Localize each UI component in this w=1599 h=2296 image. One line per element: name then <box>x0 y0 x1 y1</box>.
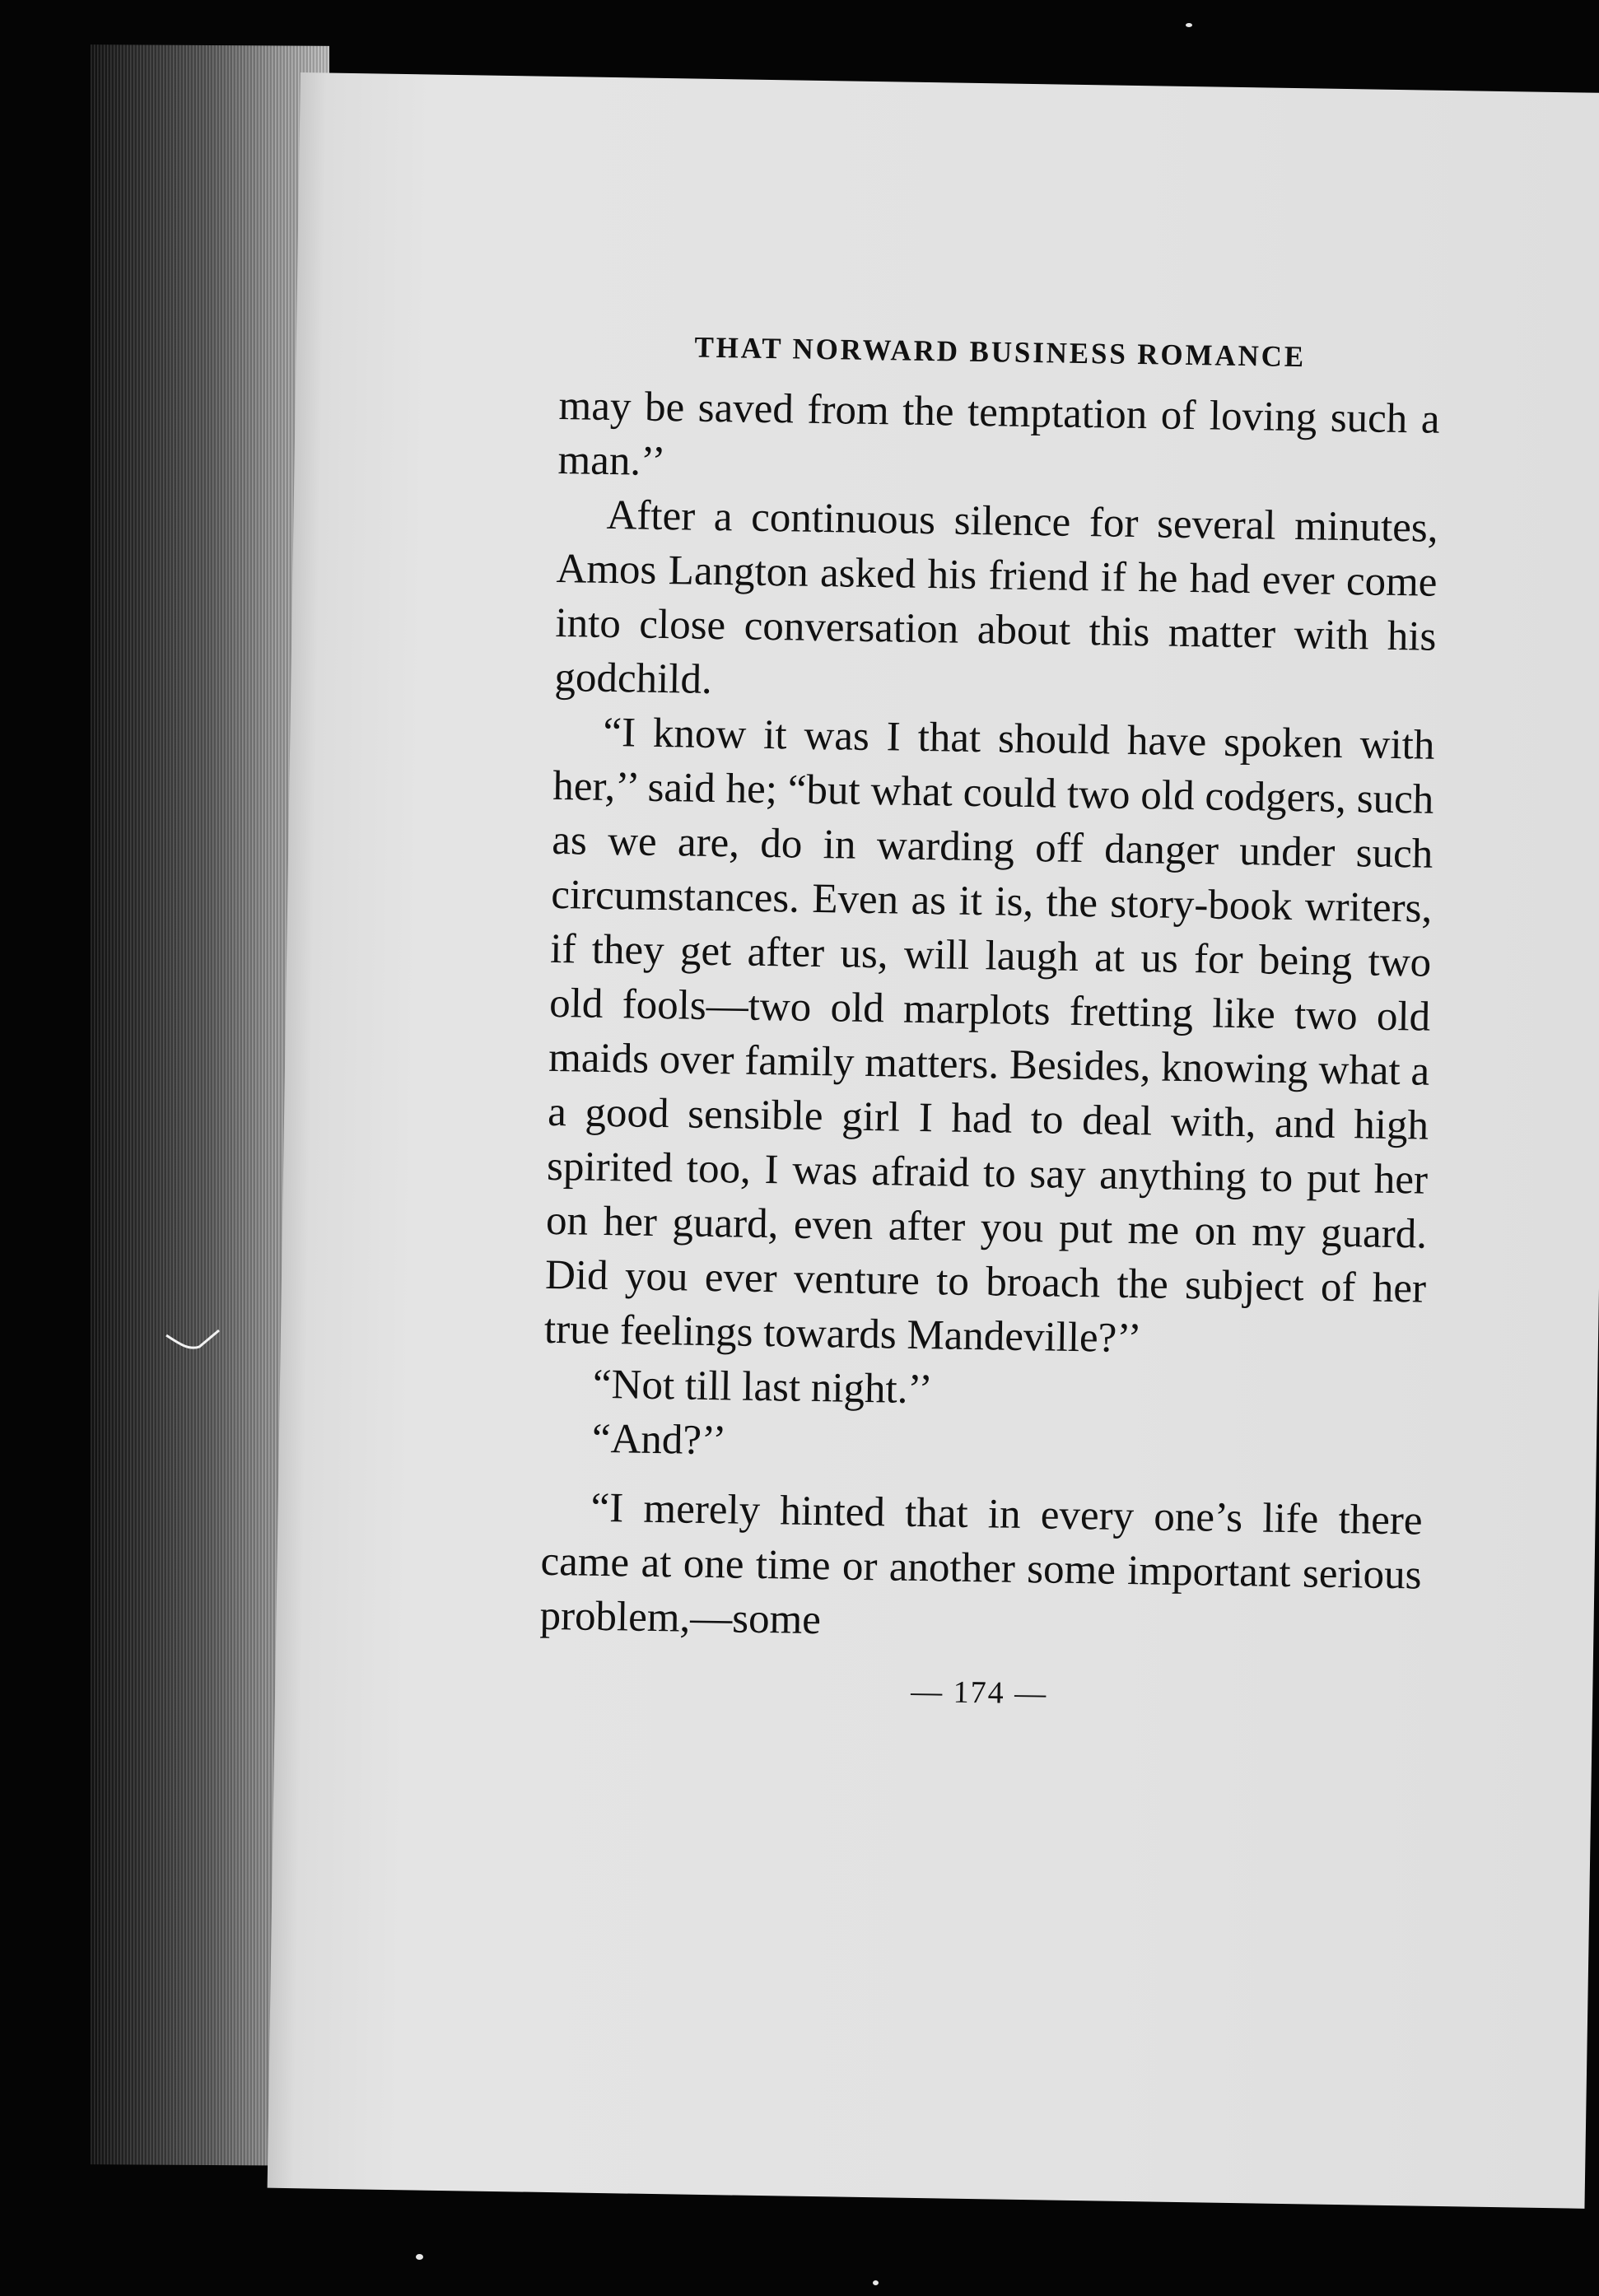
paragraph: “Not till last night.’’ <box>592 1361 934 1413</box>
paragraph: “I merely hinted that in every one’s life there came at one time or another some important serious problem,—some <box>539 1484 1423 1644</box>
text-block <box>538 328 1441 1718</box>
scan-speck <box>873 2280 879 2285</box>
page-sheet <box>268 72 1599 2209</box>
paragraph: “And?’’ <box>591 1415 727 1465</box>
paragraph-continued: may be saved from the temptation of loving such a man.’’ <box>557 382 1440 486</box>
scan-speck <box>1186 23 1192 27</box>
page-number: — 174 — <box>910 1674 1048 1712</box>
running-head: THAT NORWARD BUSINESS ROMANCE <box>694 330 1307 374</box>
scan-speck <box>416 2254 423 2260</box>
margin-tick-mark <box>165 1327 222 1360</box>
paragraph: After a continuous silence for several minutes, Amos Langton asked his friend if he had ever come into close conversation about this matter with his godchild. <box>554 491 1438 703</box>
paragraph: “I know it was I that should have spoken with her,’’ said he; “but what could two old codgers, such as we are, do in warding off danger under such circumstances. Even as it is, the story-book writers, if they get after us, will laugh at us for being two old fools—two old marplots fretting like two old maids over family matters. Besides, knowing what a a good sensible girl I had to deal with, and high spirited too, I was afraid to say anything to put her on her guard, even after you put me on my guard. Did you ever venture to broach the subject of her true feelings towards Mandeville?’’ <box>543 709 1435 1362</box>
